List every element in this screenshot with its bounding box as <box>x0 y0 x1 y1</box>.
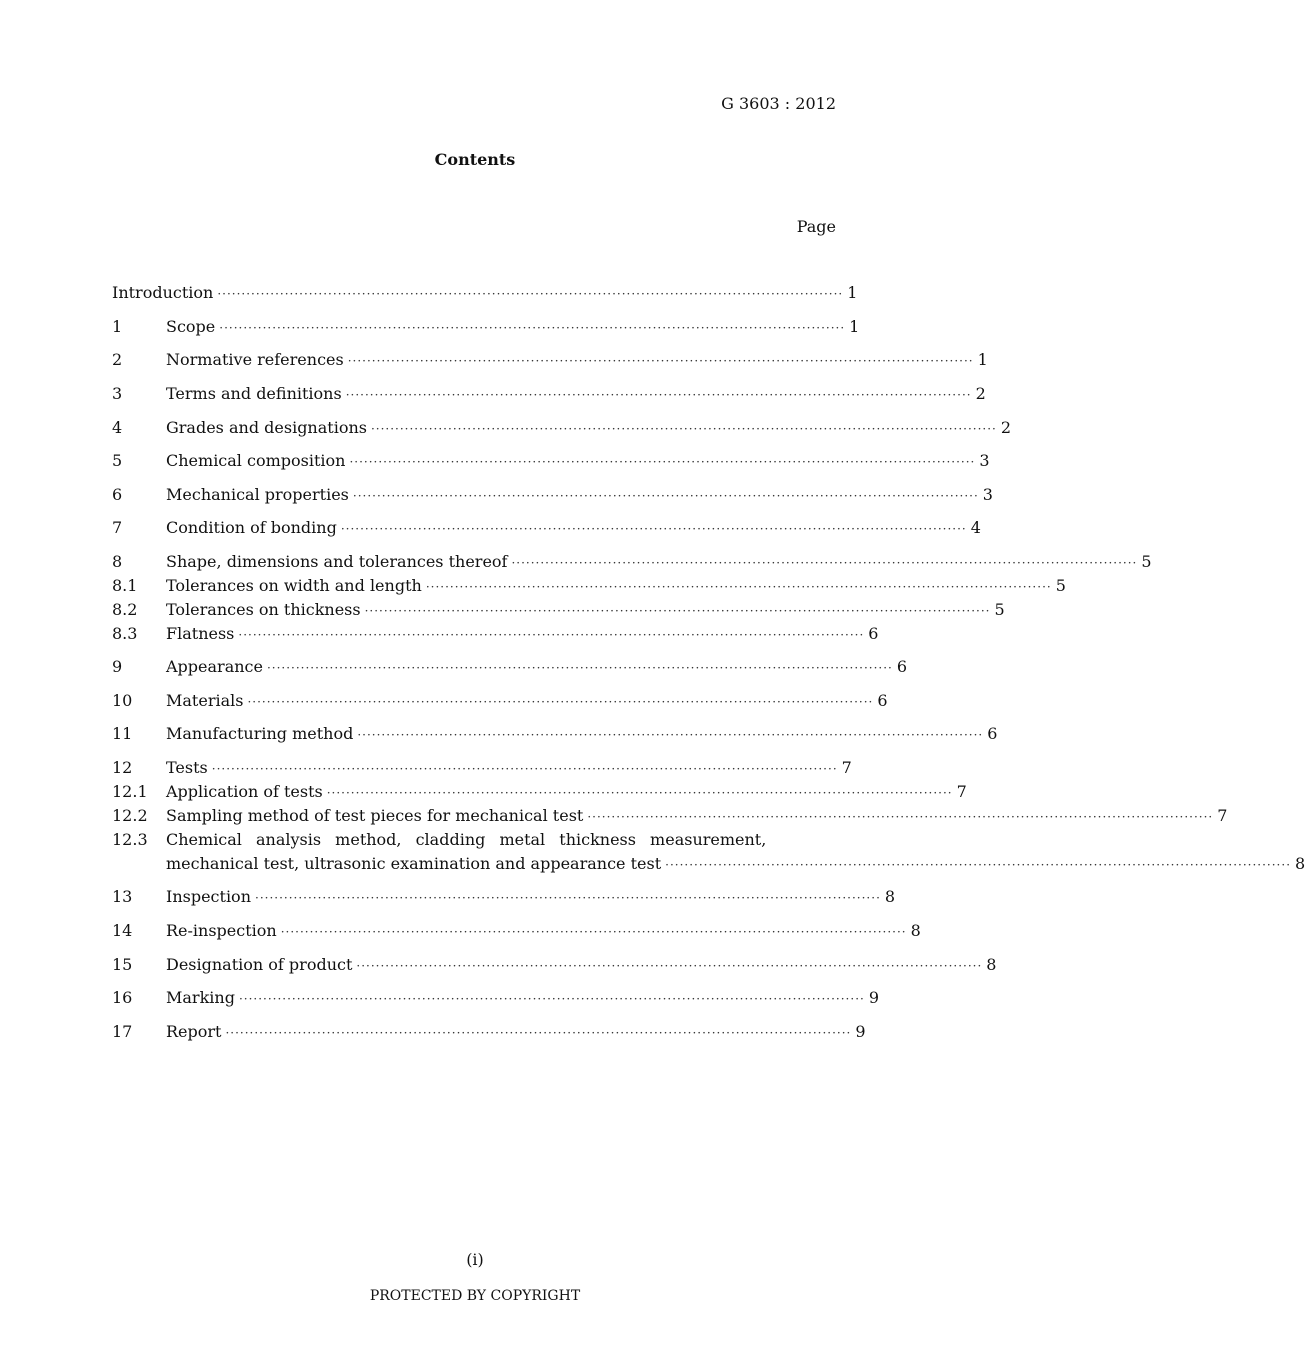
toc-page: 2 <box>1000 418 1012 437</box>
toc-label: Designation of product <box>166 955 353 974</box>
toc-label: Manufacturing method <box>166 724 354 743</box>
toc-number: 12.1 <box>112 782 148 801</box>
toc-page: 9 <box>855 1022 866 1041</box>
toc-number: 5 <box>112 451 123 470</box>
toc-number: 2 <box>112 350 123 369</box>
toc-entry[interactable] <box>112 576 1066 600</box>
leader-dots: ·································································································································· <box>326 786 953 800</box>
toc-label: Introduction <box>112 283 214 302</box>
toc-page: 4 <box>970 518 981 537</box>
toc-number: 10 <box>112 691 133 710</box>
toc-page: 6 <box>896 657 908 676</box>
toc-entry[interactable] <box>112 758 852 782</box>
toc-number: 8 <box>112 552 123 571</box>
toc-entry-continuation[interactable] <box>112 854 1305 878</box>
copyright-notice: PROTECTED BY COPYRIGHT <box>369 1288 581 1304</box>
toc-label: Shape, dimensions and tolerances thereof <box>166 552 508 571</box>
toc-page: 9 <box>868 988 880 1007</box>
leader-dots: ·································································································································· <box>364 604 991 618</box>
toc-number: 12.3 <box>112 830 148 849</box>
toc-number: 12 <box>112 758 133 777</box>
toc-entry[interactable] <box>112 782 967 806</box>
toc-page: 6 <box>877 691 888 710</box>
leader-dots: ·································································································································· <box>219 321 846 335</box>
toc-page: 7 <box>956 782 967 801</box>
toc-label: Inspection <box>166 887 251 906</box>
leader-dots: ·································································································································· <box>340 522 967 536</box>
toc-number: 6 <box>112 485 123 504</box>
toc-label: Application of tests <box>166 782 323 801</box>
leader-dots: ·································································································································· <box>425 580 1052 594</box>
page-number: (i) <box>466 1250 484 1269</box>
toc-entry[interactable] <box>112 988 880 1012</box>
toc-number: 15 <box>112 955 133 974</box>
leader-dots: ·································································································································· <box>211 762 838 776</box>
toc-page: 5 <box>994 600 1005 619</box>
toc-number: 13 <box>112 887 133 906</box>
toc-number: 17 <box>112 1022 133 1041</box>
toc-entry[interactable] <box>112 806 1228 830</box>
toc-entry[interactable] <box>112 485 993 509</box>
toc-entry[interactable] <box>112 955 997 979</box>
leader-dots: ·································································································································· <box>225 1026 852 1040</box>
toc-label: Tolerances on thickness <box>166 600 361 619</box>
toc-number: 12.2 <box>112 806 148 825</box>
toc-page: 2 <box>975 384 986 403</box>
toc-number: 8.1 <box>112 576 138 595</box>
toc-page: 8 <box>1295 854 1305 873</box>
toc-entry[interactable] <box>112 350 988 374</box>
toc-number: 9 <box>112 657 123 676</box>
standard-number: G 3603 : 2012 <box>721 94 836 113</box>
toc-entry[interactable] <box>112 887 896 911</box>
toc-label: Report <box>166 1022 222 1041</box>
toc-page: 1 <box>847 283 858 302</box>
toc-page: 1 <box>977 350 988 369</box>
toc-page: 7 <box>1217 806 1228 825</box>
leader-dots: ·································································································································· <box>247 695 874 709</box>
toc-number: 7 <box>112 518 123 537</box>
toc-number: 16 <box>112 988 133 1007</box>
toc-label: Chemical composition <box>166 451 346 470</box>
toc-label: Flatness <box>166 624 235 643</box>
toc-label: Scope <box>166 317 216 336</box>
toc-number: 8.2 <box>112 600 138 619</box>
toc-entry[interactable] <box>112 624 879 648</box>
toc-entry[interactable] <box>112 600 1005 624</box>
toc-number: 11 <box>112 724 133 743</box>
toc-entry[interactable] <box>112 518 981 542</box>
toc-label: Re-inspection <box>166 921 277 940</box>
page-column-header: Page <box>796 217 836 236</box>
toc-entry[interactable] <box>112 451 990 475</box>
toc-number: 3 <box>112 384 123 403</box>
leader-dots: ·································································································································· <box>266 661 893 675</box>
leader-dots: ·································································································································· <box>349 455 976 469</box>
toc-number: 8.3 <box>112 624 138 643</box>
toc-label: Condition of bonding <box>166 518 337 537</box>
toc-label: Tests <box>166 758 208 777</box>
leader-dots: ·································································································································· <box>357 728 984 742</box>
toc-entry[interactable] <box>112 1022 866 1046</box>
toc-page: 5 <box>1055 576 1066 595</box>
toc-entry[interactable] <box>112 691 888 715</box>
toc-label: Mechanical properties <box>166 485 349 504</box>
toc-entry[interactable] <box>112 724 998 748</box>
toc-page: 5 <box>1141 552 1152 571</box>
leader-dots: ·································································································································· <box>280 925 907 939</box>
toc-label: Marking <box>166 988 235 1007</box>
toc-page: 3 <box>982 485 993 504</box>
toc-label: Tolerances on width and length <box>166 576 422 595</box>
toc-label: Normative references <box>166 350 344 369</box>
leader-dots: ·································································································································· <box>587 810 1214 824</box>
toc-entry[interactable] <box>112 830 818 854</box>
leader-dots: ·································································································································· <box>345 388 972 402</box>
toc-page: 7 <box>841 758 852 777</box>
leader-dots: ·································································································································· <box>347 354 974 368</box>
leader-dots: ·································································································································· <box>255 891 881 905</box>
toc-page: 6 <box>868 624 879 643</box>
toc-entry[interactable] <box>112 418 1012 442</box>
toc-entry[interactable] <box>112 657 908 681</box>
leader-dots: ·································································································································· <box>665 858 1292 872</box>
toc-label: Materials <box>166 691 244 710</box>
toc-label: mechanical test, ultrasonic examination and appearance test <box>166 854 662 873</box>
toc-number: 4 <box>112 418 123 437</box>
toc-label: Terms and definitions <box>166 384 342 403</box>
toc-page: 8 <box>986 955 997 974</box>
toc-label: Appearance <box>166 657 263 676</box>
leader-dots: ·································································································································· <box>370 422 997 436</box>
toc-entry-introduction[interactable] <box>112 283 858 307</box>
page-title: Contents <box>434 150 516 169</box>
toc-number: 1 <box>112 317 123 336</box>
toc-page: 8 <box>884 887 896 906</box>
toc-entry[interactable] <box>112 921 921 945</box>
toc-label: Grades and designations <box>166 418 367 437</box>
toc-entry[interactable] <box>112 317 860 341</box>
toc-entry[interactable] <box>112 552 1152 576</box>
leader-dots: ·································································································································· <box>511 556 1138 570</box>
toc-page: 1 <box>849 317 860 336</box>
toc-page: 8 <box>910 921 921 940</box>
toc-page: 3 <box>979 451 990 470</box>
leader-dots: ·································································································································· <box>356 959 983 973</box>
leader-dots: ·································································································································· <box>238 992 865 1006</box>
toc-page: 6 <box>987 724 998 743</box>
leader-dots: ·································································································································· <box>238 628 865 642</box>
toc-label-line1: Chemical analysis method, cladding metal thickness measurement, <box>166 830 767 849</box>
toc-entry[interactable] <box>112 384 986 408</box>
toc-number: 14 <box>112 921 133 940</box>
leader-dots: ·································································································································· <box>217 287 844 301</box>
leader-dots: ·································································································································· <box>352 489 979 503</box>
toc-label: Sampling method of test pieces for mechanical test <box>166 806 584 825</box>
